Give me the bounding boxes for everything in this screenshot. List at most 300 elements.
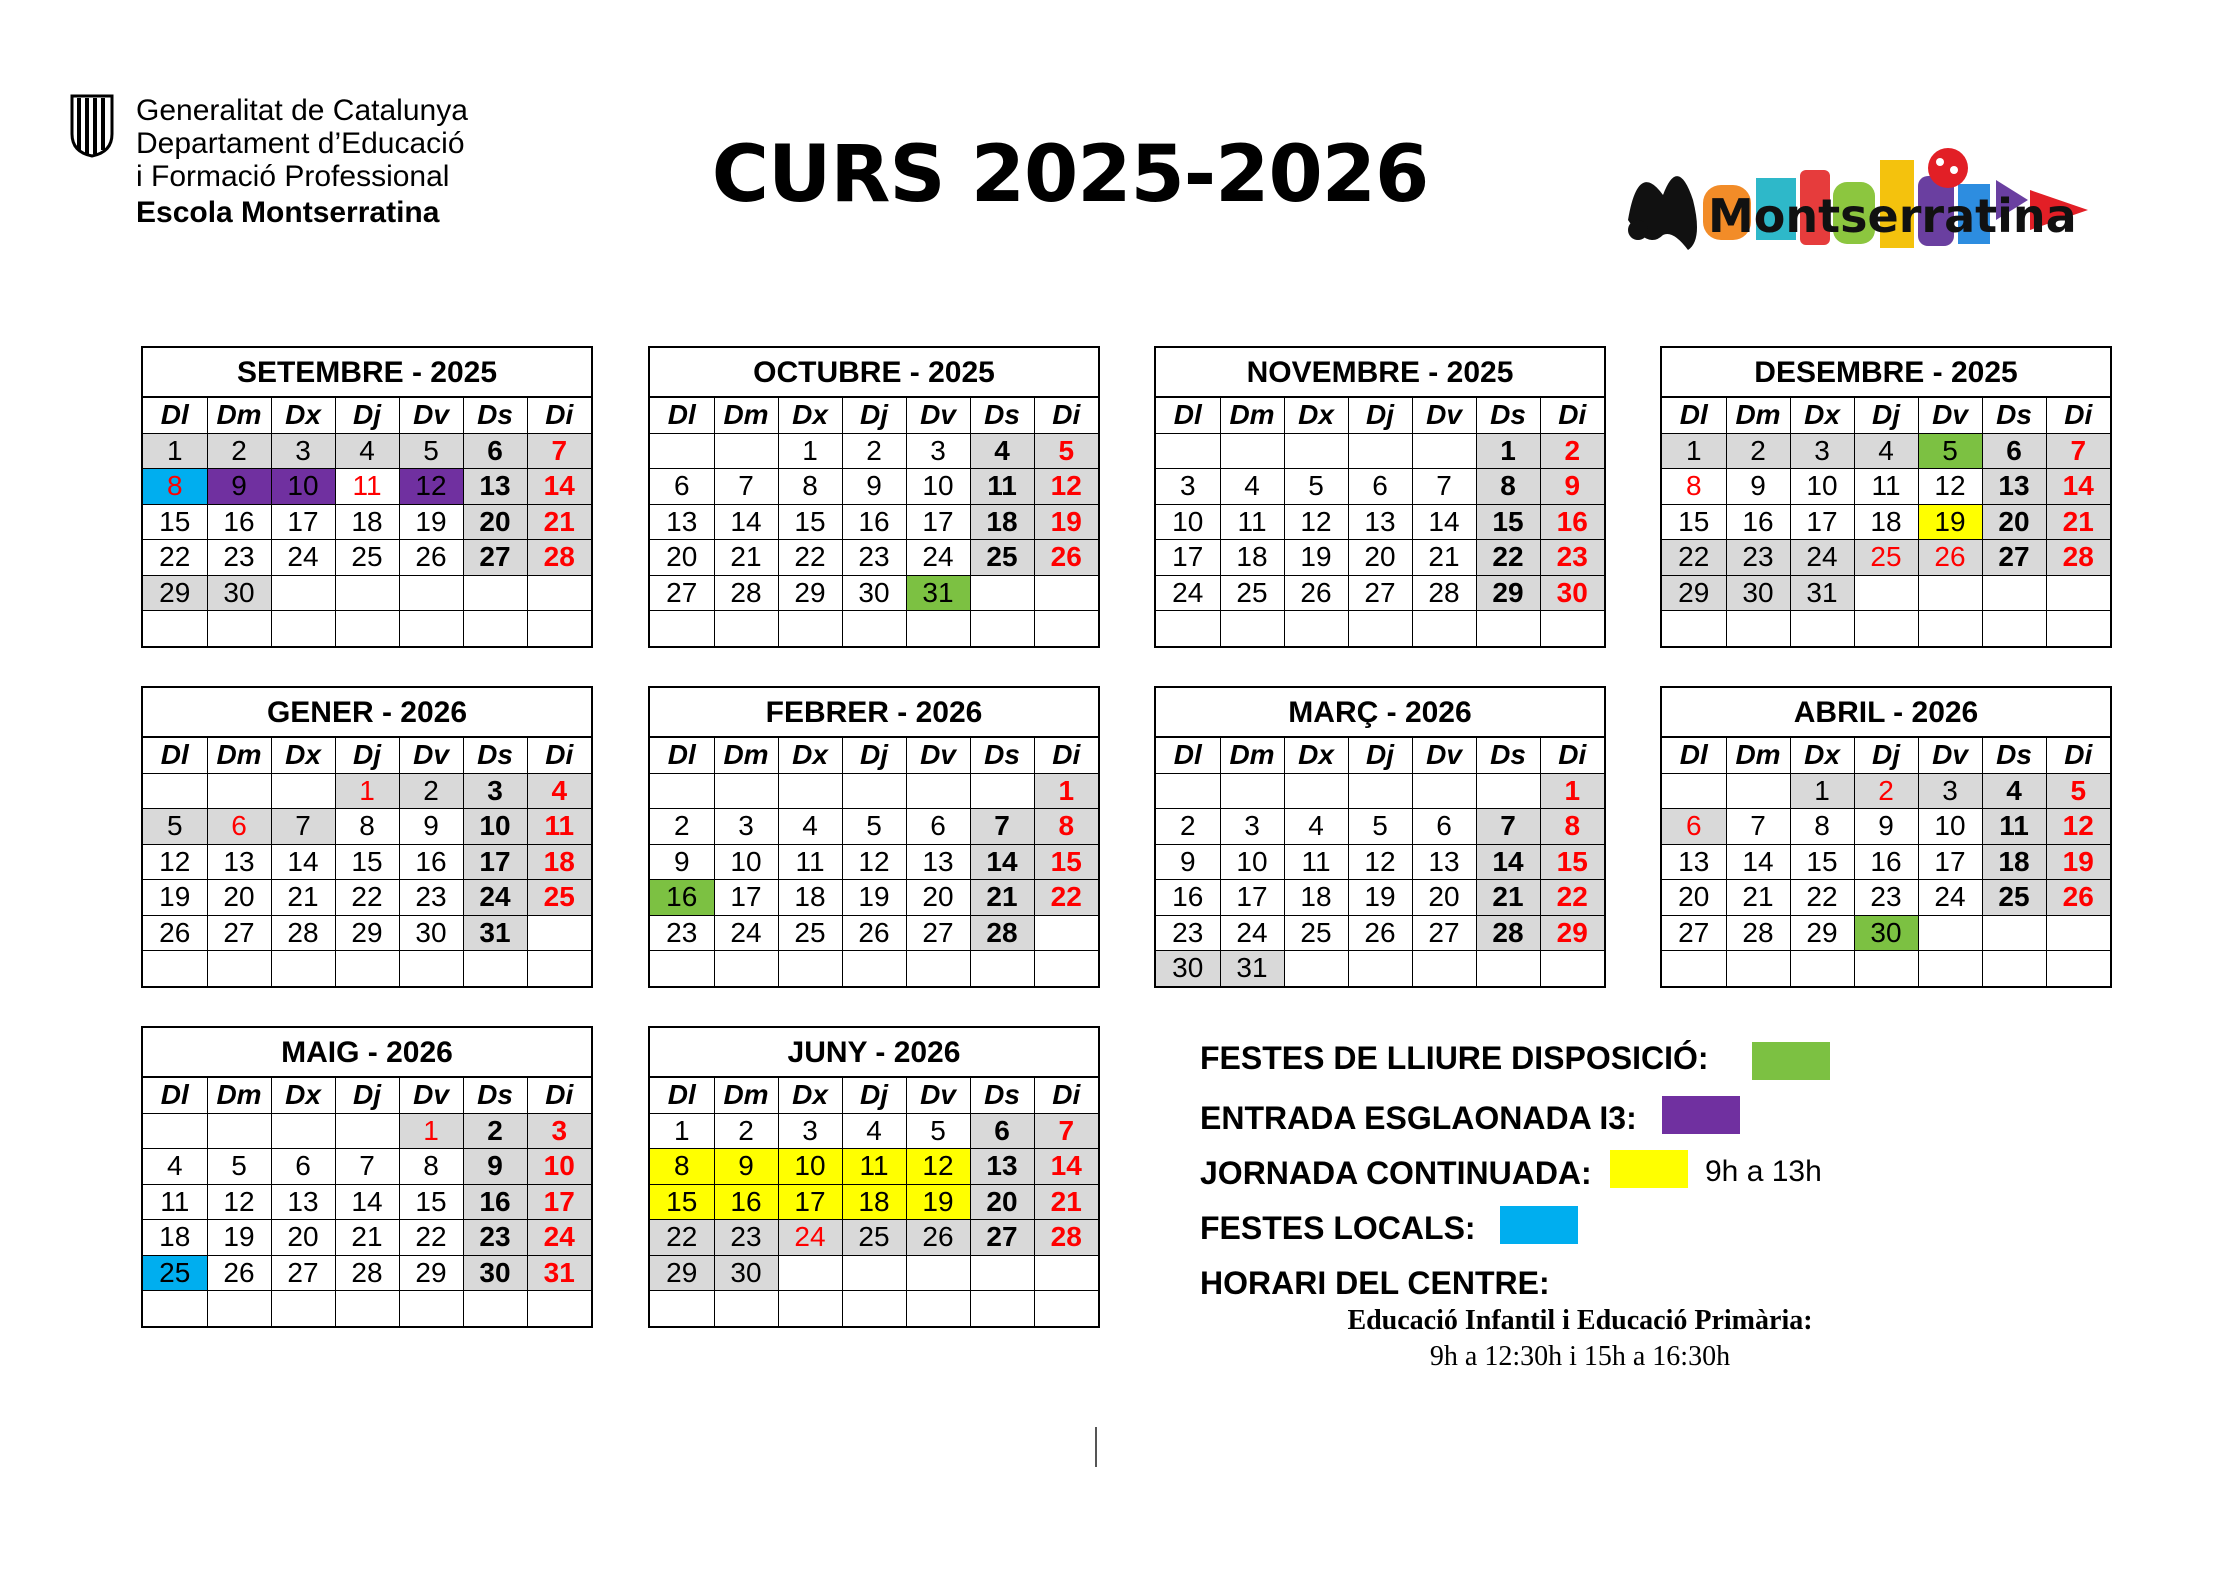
day-cell: 17: [527, 1184, 591, 1220]
empty-cell: [335, 575, 399, 611]
empty-cell: [970, 1255, 1034, 1291]
day-cell: 20: [1348, 540, 1412, 576]
day-cell: 26: [1918, 540, 1982, 576]
day-cell: 27: [906, 915, 970, 951]
day-cell: 18: [527, 844, 591, 880]
day-cell: 17: [714, 880, 778, 916]
day-cell: 13: [207, 844, 271, 880]
day-cell: 22: [1034, 880, 1098, 916]
day-cell: 29: [143, 575, 207, 611]
day-cell: 13: [1348, 504, 1412, 540]
day-cell: 4: [1284, 809, 1348, 845]
day-cell: 26: [207, 1255, 271, 1291]
empty-cell: [1476, 951, 1540, 986]
day-cell: 11: [527, 809, 591, 845]
day-cell: 20: [207, 880, 271, 916]
weekday-header: Dv: [1412, 398, 1476, 433]
day-cell: 10: [271, 469, 335, 505]
day-cell: 3: [714, 809, 778, 845]
empty-cell: [271, 773, 335, 809]
weekday-header: Dx: [778, 1078, 842, 1113]
day-cell: 9: [399, 809, 463, 845]
day-cell: 22: [1662, 540, 1726, 576]
day-cell: 6: [970, 1113, 1034, 1149]
day-cell: 5: [399, 433, 463, 469]
day-cell: 6: [1982, 433, 2046, 469]
weekday-header: Dl: [143, 738, 207, 773]
day-cell: 21: [714, 540, 778, 576]
empty-cell: [399, 1291, 463, 1326]
day-cell: 3: [1156, 469, 1220, 505]
day-cell: 30: [1854, 915, 1918, 951]
empty-cell: [143, 611, 207, 646]
month-title: GENER - 2026: [143, 688, 591, 738]
day-cell: 24: [1918, 880, 1982, 916]
day-cell: 4: [970, 433, 1034, 469]
empty-cell: [271, 951, 335, 986]
day-cell: 31: [527, 1255, 591, 1291]
day-cell: 20: [1982, 504, 2046, 540]
empty-cell: [1726, 611, 1790, 646]
weekday-header: Dm: [714, 738, 778, 773]
day-cell: 7: [2046, 433, 2110, 469]
empty-cell: [143, 1291, 207, 1326]
day-cell: 2: [1726, 433, 1790, 469]
empty-cell: [906, 611, 970, 646]
day-cell: 26: [1348, 915, 1412, 951]
day-cell: 20: [650, 540, 714, 576]
day-cell: 12: [1348, 844, 1412, 880]
day-cell: 24: [714, 915, 778, 951]
day-cell: 19: [399, 504, 463, 540]
weekday-header: Dj: [842, 1078, 906, 1113]
weekday-header: Dl: [143, 1078, 207, 1113]
day-cell: 28: [1726, 915, 1790, 951]
day-cell: 6: [1412, 809, 1476, 845]
empty-cell: [1854, 951, 1918, 986]
day-cell: 21: [1412, 540, 1476, 576]
day-cell: 11: [1982, 809, 2046, 845]
day-cell: 25: [1854, 540, 1918, 576]
day-cell: 14: [2046, 469, 2110, 505]
empty-cell: [1034, 611, 1098, 646]
day-cell: 30: [1726, 575, 1790, 611]
month-calendar: [648, 346, 1100, 648]
day-cell: 21: [2046, 504, 2110, 540]
day-cell: 20: [271, 1220, 335, 1256]
day-cell: 22: [1790, 880, 1854, 916]
weekday-header: Di: [527, 738, 591, 773]
empty-cell: [1918, 611, 1982, 646]
day-cell: 16: [1726, 504, 1790, 540]
day-cell: 26: [399, 540, 463, 576]
day-cell: 6: [650, 469, 714, 505]
day-cell: 21: [1726, 880, 1790, 916]
legend-blue-swatch: [1500, 1206, 1578, 1244]
day-cell: 8: [650, 1149, 714, 1185]
legend-continuous-day-label: JORNADA CONTINUADA:: [1200, 1155, 1592, 1191]
day-cell: 14: [970, 844, 1034, 880]
weekday-header: Dv: [399, 1078, 463, 1113]
day-cell: 14: [1034, 1149, 1098, 1185]
day-cell: 4: [143, 1149, 207, 1185]
day-cell: 28: [970, 915, 1034, 951]
day-cell: 15: [1540, 844, 1604, 880]
day-cell: 24: [778, 1220, 842, 1256]
day-cell: 30: [842, 575, 906, 611]
empty-cell: [271, 575, 335, 611]
day-cell: 19: [207, 1220, 271, 1256]
day-cell: 15: [650, 1184, 714, 1220]
empty-cell: [714, 611, 778, 646]
day-cell: 25: [335, 540, 399, 576]
empty-cell: [463, 1291, 527, 1326]
empty-cell: [271, 1113, 335, 1149]
day-cell: 15: [335, 844, 399, 880]
legend-local-holidays-label: FESTES LOCALS:: [1200, 1210, 1476, 1246]
month-title: MARÇ - 2026: [1156, 688, 1604, 738]
day-cell: 1: [778, 433, 842, 469]
weekday-header: Dx: [1790, 398, 1854, 433]
day-cell: 30: [1540, 575, 1604, 611]
day-cell: 15: [778, 504, 842, 540]
day-cell: 28: [335, 1255, 399, 1291]
day-cell: 20: [463, 504, 527, 540]
month-title: MAIG - 2026: [143, 1028, 591, 1078]
day-cell: 19: [2046, 844, 2110, 880]
empty-cell: [842, 773, 906, 809]
school-hours-times: 9h a 12:30h i 15h a 16:30h: [1429, 1341, 1731, 1372]
day-cell: 17: [271, 504, 335, 540]
day-cell: 8: [1540, 809, 1604, 845]
day-cell: 29: [1476, 575, 1540, 611]
day-cell: 3: [1220, 809, 1284, 845]
day-cell: 3: [1918, 773, 1982, 809]
weekday-header: Dl: [650, 738, 714, 773]
empty-cell: [1982, 951, 2046, 986]
day-cell: 2: [463, 1113, 527, 1149]
empty-cell: [714, 773, 778, 809]
empty-cell: [650, 611, 714, 646]
day-cell: 26: [2046, 880, 2110, 916]
month-calendar: [1154, 686, 1606, 988]
empty-cell: [1284, 951, 1348, 986]
empty-cell: [1476, 773, 1540, 809]
day-cell: 20: [970, 1184, 1034, 1220]
empty-cell: [1348, 611, 1412, 646]
day-cell: 23: [207, 540, 271, 576]
day-cell: 23: [1854, 880, 1918, 916]
day-cell: 14: [1412, 504, 1476, 540]
day-cell: 13: [1662, 844, 1726, 880]
weekday-header: Di: [527, 1078, 591, 1113]
day-cell: 5: [207, 1149, 271, 1185]
org-line-2: Departament d’Educació: [136, 127, 465, 160]
day-cell: 14: [335, 1184, 399, 1220]
empty-cell: [143, 1113, 207, 1149]
day-cell: 22: [399, 1220, 463, 1256]
empty-cell: [906, 773, 970, 809]
day-cell: 25: [527, 880, 591, 916]
day-cell: 23: [714, 1220, 778, 1256]
legend-school-hours-title: HORARI DEL CENTRE:: [1200, 1265, 1550, 1301]
empty-cell: [650, 951, 714, 986]
day-cell: 29: [1662, 575, 1726, 611]
day-cell: 21: [271, 880, 335, 916]
weekday-header: Ds: [463, 738, 527, 773]
empty-cell: [650, 433, 714, 469]
day-cell: 21: [527, 504, 591, 540]
day-cell: 10: [527, 1149, 591, 1185]
empty-cell: [1726, 951, 1790, 986]
day-cell: 21: [335, 1220, 399, 1256]
day-cell: 24: [1790, 540, 1854, 576]
day-cell: 27: [650, 575, 714, 611]
day-cell: 26: [1034, 540, 1098, 576]
day-cell: 3: [271, 433, 335, 469]
day-cell: 21: [970, 880, 1034, 916]
weekday-header: Dv: [1412, 738, 1476, 773]
weekday-header: Dm: [714, 398, 778, 433]
empty-cell: [1220, 433, 1284, 469]
day-cell: 17: [1790, 504, 1854, 540]
weekday-header: Di: [527, 398, 591, 433]
day-cell: 9: [650, 844, 714, 880]
school-hours-stage: Educació Infantil i Educació Primària:: [1347, 1305, 1813, 1336]
day-cell: 16: [650, 880, 714, 916]
day-cell: 14: [1476, 844, 1540, 880]
day-cell: 2: [1156, 809, 1220, 845]
day-cell: 8: [399, 1149, 463, 1185]
weekday-header: Di: [1540, 398, 1604, 433]
day-cell: 1: [335, 773, 399, 809]
month-title: OCTUBRE - 2025: [650, 348, 1098, 398]
weekday-header: Di: [2046, 738, 2110, 773]
day-cell: 18: [778, 880, 842, 916]
day-cell: 4: [527, 773, 591, 809]
day-cell: 8: [335, 809, 399, 845]
day-cell: 6: [906, 809, 970, 845]
empty-cell: [970, 611, 1034, 646]
day-cell: 10: [906, 469, 970, 505]
weekday-header: Dj: [335, 1078, 399, 1113]
day-cell: 9: [207, 469, 271, 505]
empty-cell: [714, 1291, 778, 1326]
day-cell: 24: [906, 540, 970, 576]
day-cell: 3: [906, 433, 970, 469]
weekday-header: Ds: [463, 398, 527, 433]
weekday-header: Dl: [1156, 398, 1220, 433]
empty-cell: [650, 1291, 714, 1326]
weekday-header: Dj: [1348, 398, 1412, 433]
empty-cell: [1034, 915, 1098, 951]
day-cell: 9: [1854, 809, 1918, 845]
day-cell: 7: [1412, 469, 1476, 505]
weekday-header: Dl: [1156, 738, 1220, 773]
day-cell: 29: [1540, 915, 1604, 951]
day-cell: 2: [650, 809, 714, 845]
day-cell: 30: [463, 1255, 527, 1291]
day-cell: 19: [842, 880, 906, 916]
weekday-header: Di: [1034, 398, 1098, 433]
day-cell: 27: [1662, 915, 1726, 951]
school-logo: [1618, 140, 2118, 270]
weekday-header: Dm: [1726, 398, 1790, 433]
day-cell: 25: [1284, 915, 1348, 951]
empty-cell: [1918, 575, 1982, 611]
day-cell: 1: [1476, 433, 1540, 469]
weekday-header: Dm: [1726, 738, 1790, 773]
empty-cell: [1476, 611, 1540, 646]
org-line-3: i Formació Professional: [136, 160, 450, 193]
day-cell: 29: [399, 1255, 463, 1291]
day-cell: 3: [1790, 433, 1854, 469]
day-cell: 3: [463, 773, 527, 809]
empty-cell: [1284, 611, 1348, 646]
day-cell: 23: [842, 540, 906, 576]
empty-cell: [527, 575, 591, 611]
weekday-header: Ds: [1476, 738, 1540, 773]
legend-free-days-label: FESTES DE LLIURE DISPOSICIÓ:: [1200, 1040, 1709, 1076]
day-cell: 12: [207, 1184, 271, 1220]
weekday-header: Dv: [1918, 398, 1982, 433]
weekday-header: Dl: [650, 1078, 714, 1113]
day-cell: 6: [1662, 809, 1726, 845]
day-cell: 11: [1284, 844, 1348, 880]
day-cell: 10: [778, 1149, 842, 1185]
empty-cell: [778, 1255, 842, 1291]
empty-cell: [1540, 951, 1604, 986]
day-cell: 1: [143, 433, 207, 469]
empty-cell: [527, 1291, 591, 1326]
weekday-header: Dm: [207, 398, 271, 433]
day-cell: 13: [271, 1184, 335, 1220]
day-cell: 1: [1540, 773, 1604, 809]
day-cell: 23: [399, 880, 463, 916]
day-cell: 7: [271, 809, 335, 845]
day-cell: 7: [1726, 809, 1790, 845]
day-cell: 9: [1156, 844, 1220, 880]
empty-cell: [1348, 433, 1412, 469]
weekday-header: Ds: [1982, 398, 2046, 433]
empty-cell: [1790, 611, 1854, 646]
empty-cell: [1284, 773, 1348, 809]
svg-text:Montserratina: Montserratina: [1708, 189, 2077, 243]
day-cell: 27: [463, 540, 527, 576]
day-cell: 14: [1726, 844, 1790, 880]
day-cell: 12: [143, 844, 207, 880]
day-cell: 14: [271, 844, 335, 880]
day-cell: 28: [1476, 915, 1540, 951]
day-cell: 8: [778, 469, 842, 505]
day-cell: 30: [399, 915, 463, 951]
day-cell: 13: [1982, 469, 2046, 505]
day-cell: 22: [335, 880, 399, 916]
day-cell: 13: [970, 1149, 1034, 1185]
day-cell: 26: [906, 1220, 970, 1256]
day-cell: 9: [842, 469, 906, 505]
day-cell: 12: [906, 1149, 970, 1185]
day-cell: 25: [778, 915, 842, 951]
weekday-header: Dm: [207, 1078, 271, 1113]
empty-cell: [1156, 611, 1220, 646]
day-cell: 1: [1034, 773, 1098, 809]
day-cell: 13: [650, 504, 714, 540]
day-cell: 15: [1476, 504, 1540, 540]
day-cell: 14: [714, 504, 778, 540]
month-calendar: [648, 686, 1100, 988]
empty-cell: [1034, 575, 1098, 611]
day-cell: 15: [1662, 504, 1726, 540]
day-cell: 12: [399, 469, 463, 505]
month-title: JUNY - 2026: [650, 1028, 1098, 1078]
day-cell: 7: [970, 809, 1034, 845]
empty-cell: [143, 951, 207, 986]
day-cell: 16: [714, 1184, 778, 1220]
day-cell: 2: [714, 1113, 778, 1149]
day-cell: 18: [1284, 880, 1348, 916]
empty-cell: [1854, 575, 1918, 611]
empty-cell: [1726, 773, 1790, 809]
day-cell: 23: [1156, 915, 1220, 951]
empty-cell: [650, 773, 714, 809]
empty-cell: [463, 611, 527, 646]
day-cell: 14: [527, 469, 591, 505]
day-cell: 17: [906, 504, 970, 540]
weekday-header: Dj: [335, 398, 399, 433]
day-cell: 5: [2046, 773, 2110, 809]
day-cell: 28: [1412, 575, 1476, 611]
empty-cell: [143, 773, 207, 809]
org-line-1: Generalitat de Catalunya: [136, 94, 468, 127]
day-cell: 16: [207, 504, 271, 540]
empty-cell: [399, 575, 463, 611]
day-cell: 22: [1540, 880, 1604, 916]
empty-cell: [271, 1291, 335, 1326]
empty-cell: [842, 1255, 906, 1291]
day-cell: 10: [1156, 504, 1220, 540]
day-cell: 11: [778, 844, 842, 880]
day-cell: 10: [714, 844, 778, 880]
weekday-header: Ds: [970, 738, 1034, 773]
empty-cell: [714, 951, 778, 986]
day-cell: 8: [1034, 809, 1098, 845]
day-cell: 13: [906, 844, 970, 880]
day-cell: 7: [527, 433, 591, 469]
empty-cell: [1156, 773, 1220, 809]
day-cell: 6: [271, 1149, 335, 1185]
day-cell: 15: [1790, 844, 1854, 880]
day-cell: 11: [1220, 504, 1284, 540]
day-cell: 19: [1034, 504, 1098, 540]
day-cell: 16: [399, 844, 463, 880]
page-divider: [1095, 1427, 1097, 1467]
day-cell: 17: [463, 844, 527, 880]
day-cell: 9: [714, 1149, 778, 1185]
day-cell: 11: [335, 469, 399, 505]
page-title: CURS 2025-2026: [711, 130, 1429, 220]
weekday-header: Ds: [1982, 738, 2046, 773]
day-cell: 25: [842, 1220, 906, 1256]
empty-cell: [527, 951, 591, 986]
day-cell: 27: [207, 915, 271, 951]
empty-cell: [207, 611, 271, 646]
organization-name: [136, 94, 468, 229]
day-cell: 31: [1220, 951, 1284, 986]
day-cell: 31: [463, 915, 527, 951]
empty-cell: [842, 1291, 906, 1326]
day-cell: 23: [1726, 540, 1790, 576]
